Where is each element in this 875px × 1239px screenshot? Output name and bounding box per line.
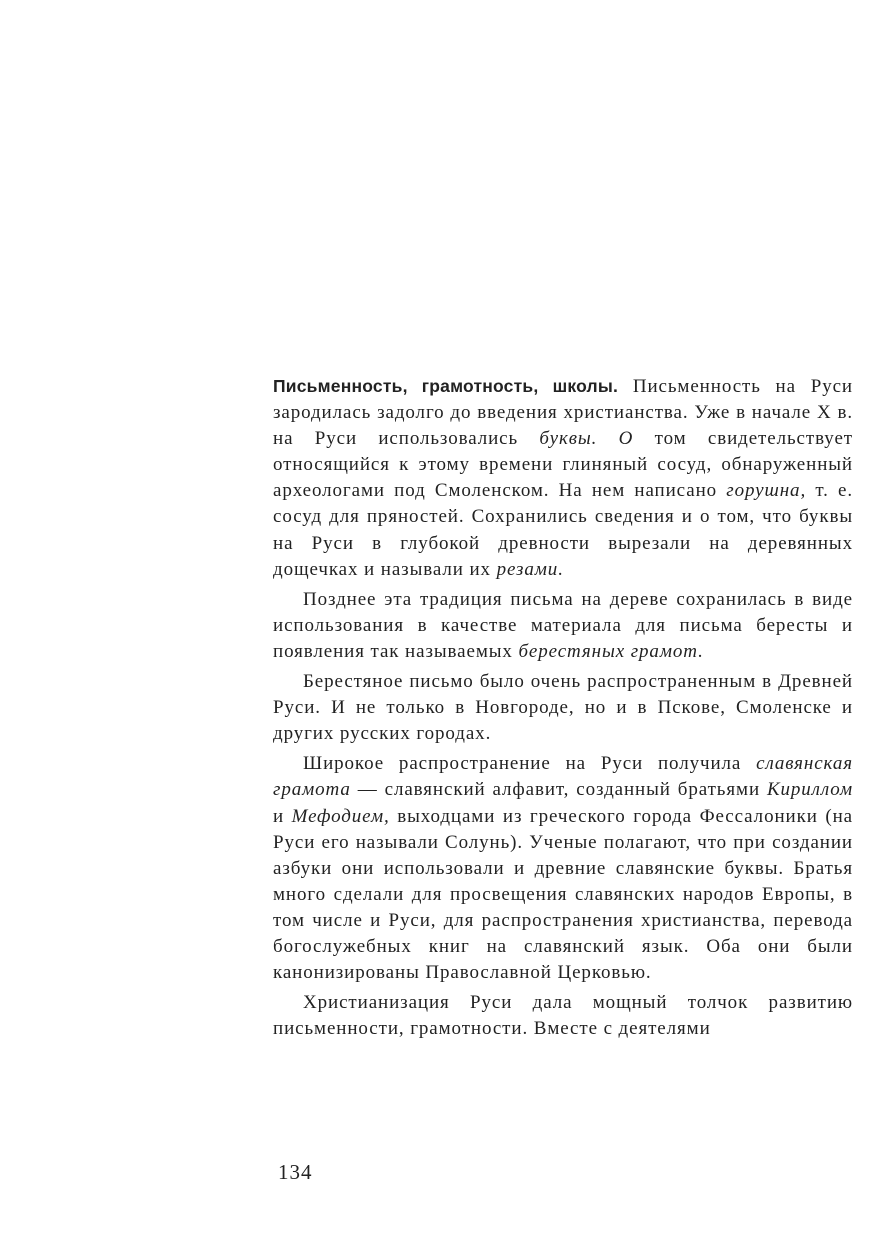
text-run: выходцами из греческого города Фессалоники (на Руси его называли Солунь). Ученые полагают, что при создании азбуки они использовали и древние славянские буквы. Братья много сделали для просвещения славянских народов Европы, в том числе и Руси, для распространения христианства, перевода богослужебных книг на славянский язык. Оба они были канонизированы Православной Церковью.	[273, 805, 853, 984]
emphasis-run: О	[618, 428, 634, 450]
emphasis-run: буквы.	[539, 428, 598, 450]
emphasis-run: резами.	[496, 558, 564, 580]
article-text	[273, 373, 853, 1042]
emphasis-run: Кириллом	[766, 779, 853, 801]
text-run: Христианизация Руси дала мощный толчок развитию письменности, грамотности. Вместе с деятелями	[273, 992, 853, 1040]
text-run: — славянский алфавит, созданный братьями	[350, 779, 767, 801]
text-run: том свидетельствует относящийся к этому времени глиняный сосуд, обнаруженный археологами под Смоленском. На нем написано	[273, 428, 853, 502]
text-run: Письменность на Руси зародилась задолго до введения христианства. Уже в начале X в. на Руси использовались	[273, 376, 853, 450]
text-run: Широкое распространение на Руси получила	[303, 753, 757, 775]
emphasis-run: горушна,	[726, 480, 807, 502]
paragraph-1	[273, 373, 853, 583]
text-run: и	[273, 805, 292, 827]
paragraph-5	[273, 990, 853, 1042]
section-heading: Письменность, грамотность, школы.	[273, 376, 619, 396]
emphasis-run: берестяных грамот.	[518, 640, 704, 662]
text-run: т. е. сосуд для пряностей. Сохранились сведения и о том, что буквы на Руси в глубокой древности вырезали на деревянных дощечках и называли их	[273, 480, 853, 580]
text-run: Берестяное письмо было очень распространенным в Древней Руси. И не только в Новгороде, но и в Пскове, Смоленске и других русских городах.	[273, 671, 853, 745]
emphasis-run: Мефодием,	[291, 805, 390, 827]
paragraph-4	[273, 751, 853, 986]
page-number: 134	[278, 1160, 313, 1184]
text-run: Позднее эта традиция письма на дереве сохранилась в виде использования в качестве материала для письма бересты и появления так называемых	[273, 588, 853, 662]
emphasis-run: славянская грамота	[273, 753, 853, 801]
paragraph-3	[273, 669, 853, 747]
paragraph-2	[273, 587, 853, 665]
